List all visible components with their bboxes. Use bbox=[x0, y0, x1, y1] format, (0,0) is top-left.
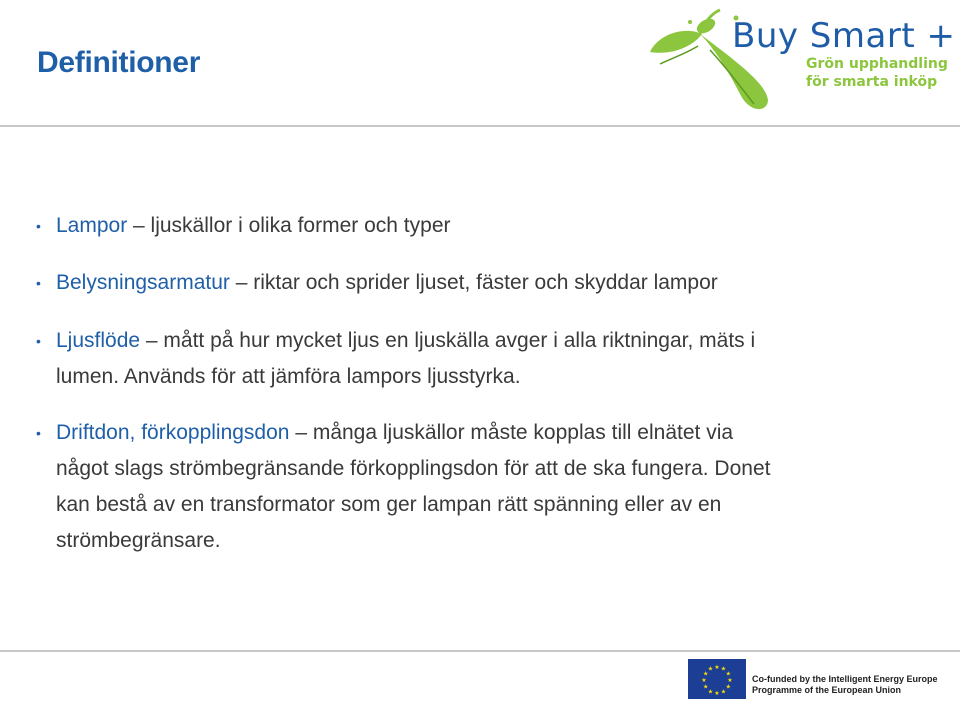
logo-wordmark: Buy Smart + bbox=[732, 16, 956, 56]
bullet-text: – många ljuskällor måste kopplas till elnätet via bbox=[289, 421, 734, 444]
list-item bbox=[36, 415, 916, 559]
eu-cofunded-text: Co-funded by the Intelligent Energy Europe bbox=[752, 674, 938, 684]
svg-text:★: ★ bbox=[707, 665, 714, 673]
bullet-text: – riktar och sprider ljuset, fäster och skyddar lampor bbox=[229, 271, 718, 294]
slide-title: Definitioner bbox=[37, 46, 201, 79]
bullet-dot-icon: • bbox=[36, 333, 41, 349]
svg-text:★: ★ bbox=[701, 677, 707, 684]
bullet-text: lumen. Används för att jämföra lampors ljusstyrka. bbox=[56, 365, 521, 388]
buy-smart-logo bbox=[640, 4, 960, 119]
logo-tagline-2: för smarta inköp bbox=[806, 74, 938, 90]
list-item bbox=[36, 208, 916, 244]
bullet-dot-icon: • bbox=[36, 275, 41, 291]
list-item bbox=[36, 265, 916, 301]
svg-text:★: ★ bbox=[707, 688, 714, 696]
bullet-term: Lampor bbox=[56, 214, 128, 237]
bullet-text: – ljuskällor i olika former och typer bbox=[127, 214, 451, 237]
bullet-term: Belysningsarmatur bbox=[56, 271, 230, 294]
footer-divider bbox=[0, 650, 960, 652]
svg-text:★: ★ bbox=[720, 688, 727, 696]
eu-flag-icon bbox=[688, 659, 746, 699]
svg-text:★: ★ bbox=[714, 664, 720, 671]
bullet-text: kan bestå av en transformator som ger lampan rätt spänning eller av en bbox=[56, 493, 722, 516]
svg-text:★: ★ bbox=[720, 665, 727, 673]
bullet-text: något slags strömbegränsande förkopplingsdon för att de ska fungera. Donet bbox=[56, 457, 771, 480]
svg-text:★: ★ bbox=[703, 670, 709, 678]
logo-tagline-1: Grön upphandling bbox=[806, 56, 948, 72]
svg-text:★: ★ bbox=[725, 683, 731, 691]
list-item bbox=[36, 323, 916, 395]
header-divider bbox=[0, 125, 960, 127]
bullet-text: – mått på hur mycket ljus en ljuskälla avger i alla riktningar, mäts i bbox=[140, 329, 756, 352]
svg-text:★: ★ bbox=[703, 683, 709, 691]
bullet-term: Driftdon, förkopplingsdon bbox=[56, 421, 290, 444]
svg-text:★: ★ bbox=[714, 690, 720, 697]
bullet-text: strömbegränsare. bbox=[56, 529, 221, 552]
svg-text:★: ★ bbox=[725, 670, 731, 678]
eu-programme-text: Programme of the European Union bbox=[752, 685, 902, 695]
svg-text:★: ★ bbox=[727, 677, 733, 684]
bullet-term: Ljusflöde bbox=[56, 329, 141, 352]
bullet-dot-icon: • bbox=[36, 218, 41, 234]
eu-stars bbox=[688, 659, 746, 699]
bullet-dot-icon: • bbox=[36, 425, 41, 441]
